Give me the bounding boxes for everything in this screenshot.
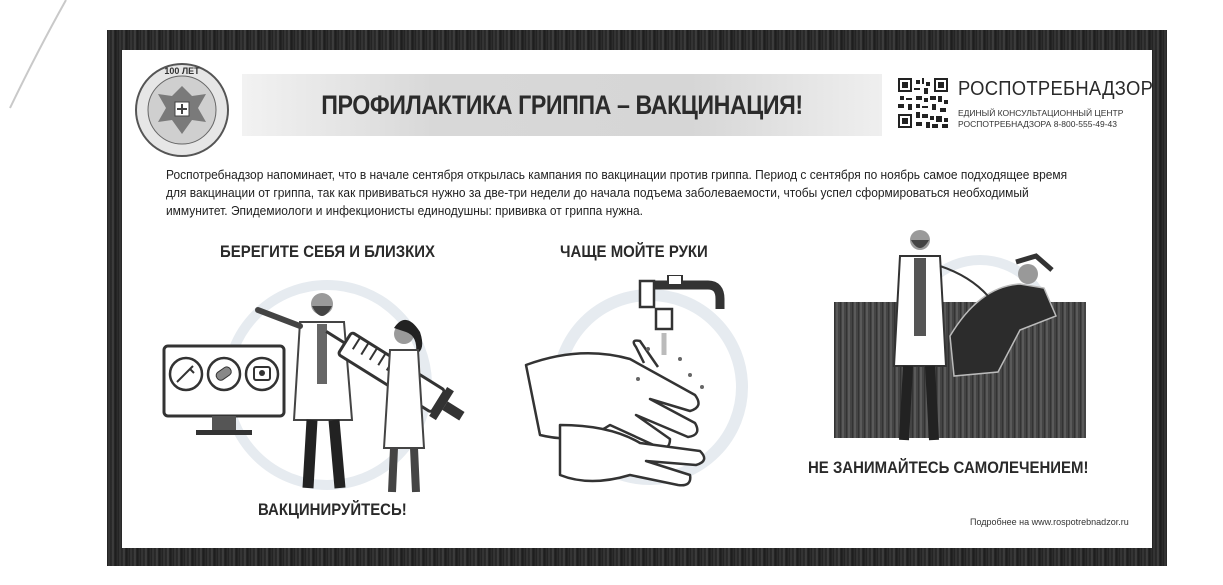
org-subtitle-line2: РОСПОТРЕБНАДЗОРА 8-800-555-49-43 xyxy=(958,119,1118,129)
monitor-icon xyxy=(164,346,284,435)
handwashing-illustration xyxy=(520,275,760,500)
intro-paragraph: Роспотребнадзор напоминает, что в начале сентября открылась кампания по вакцинации против гриппа. Период с сентября по ноябрь самое подходящее время для вакцинации от гриппа, так как прививаться нужно за две-три недели до начала подъема заболеваемости, чтобы успел сформироваться необходимый иммунитет. Эпидемиологи и инфекционисты единодушны: прививка от гриппа нужна. xyxy=(166,168,1068,218)
poster xyxy=(122,50,1152,548)
emblem-100-years xyxy=(132,60,232,160)
qr-code-icon xyxy=(898,78,948,128)
vaccination-illustration xyxy=(162,270,482,498)
footer-link: Подробнее на www.rospotrebnadzor.ru xyxy=(970,517,1129,527)
heading-protect: БЕРЕГИТЕ СЕБЯ И БЛИЗКИХ xyxy=(220,242,436,261)
heading-no-self-treatment: НЕ ЗАНИМАЙТЕСЬ САМОЛЕЧЕНИЕМ! xyxy=(808,458,1089,477)
org-contact xyxy=(958,108,1123,130)
heading-wash-hands: ЧАЩЕ МОЙТЕ РУКИ xyxy=(560,242,708,261)
scan-edge-mark xyxy=(8,0,68,110)
title-banner xyxy=(242,74,882,136)
emblem-label: 100 ЛЕТ xyxy=(164,66,200,76)
org-name: РОСПОТРЕБНАДЗОР xyxy=(958,78,1154,100)
poster-title: ПРОФИЛАКТИКА ГРИППА – ВАКЦИНАЦИЯ! xyxy=(321,89,803,120)
nurse-figure xyxy=(384,320,424,492)
org-subtitle-line1: ЕДИНЫЙ КОНСУЛЬТАЦИОННЫЙ ЦЕНТР xyxy=(958,108,1124,118)
heading-vaccinate: ВАКЦИНИРУЙТЕСЬ! xyxy=(258,500,407,519)
hands-icon xyxy=(526,341,704,486)
doctor-patient-illustration xyxy=(830,226,1090,456)
